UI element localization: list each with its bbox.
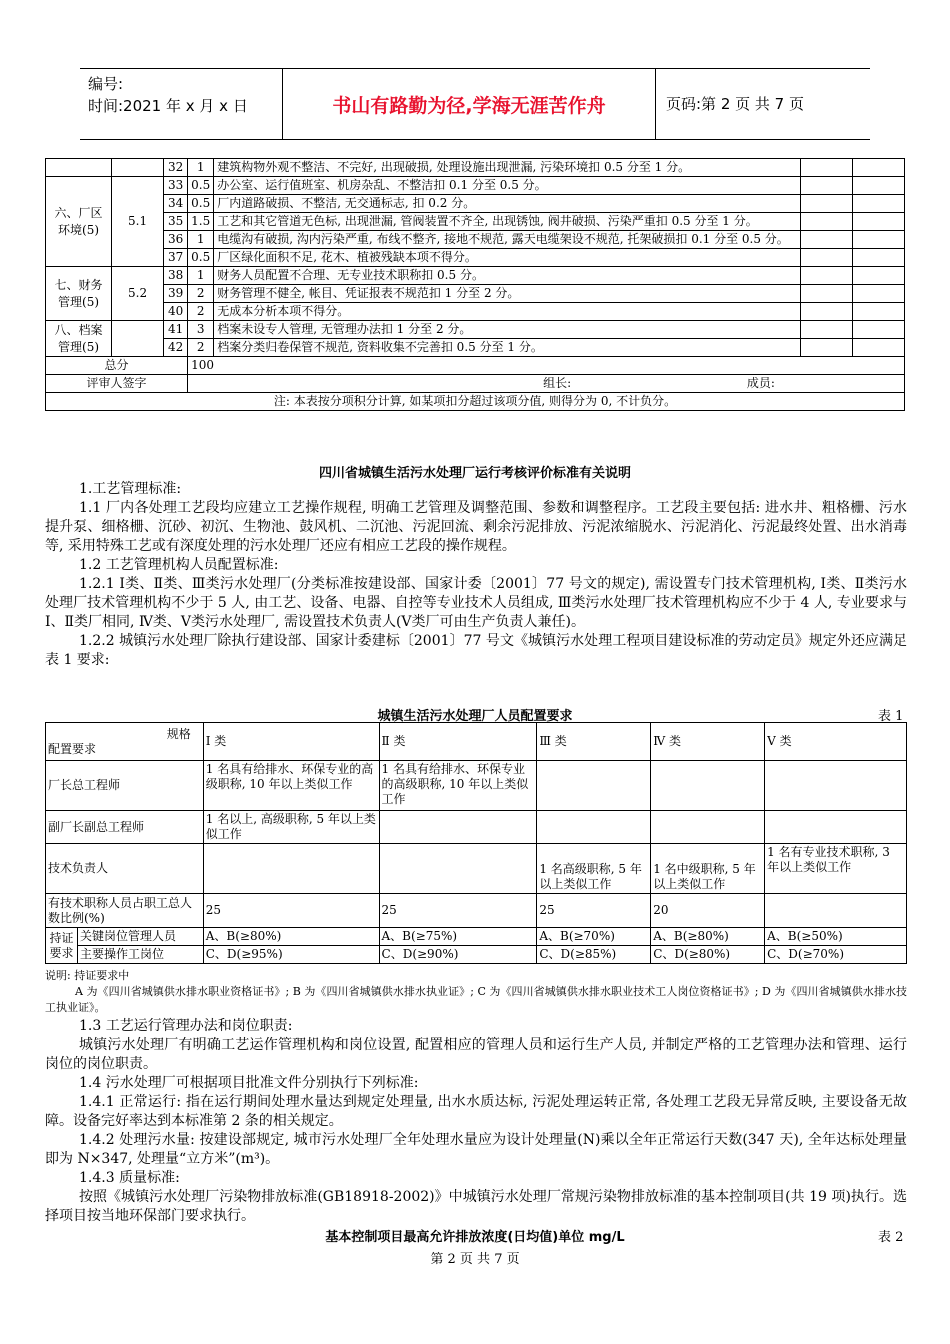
cell: C、D(≥90%) xyxy=(379,946,537,964)
item-no: 42 xyxy=(164,339,188,357)
cell: A、B(≥80%) xyxy=(203,928,379,946)
row-label: 技术负责人 xyxy=(46,844,204,894)
cell: A、B(≥50%) xyxy=(765,928,907,946)
item-text: 厂区绿化面积不足, 花木、植被残缺本项不得分。 xyxy=(214,249,801,267)
cell: 20 xyxy=(651,894,765,928)
table-row xyxy=(46,159,905,177)
col-header: Ⅴ 类 xyxy=(765,723,907,761)
item-no: 41 xyxy=(164,321,188,339)
para: 按照《城镇污水处理厂污染物排放标准(GB18918-2002)》中城镇污水处理厂常规污染物排放标准的基本控制项目(共 19 项)执行。选择项目按当地环保部门要求执行。 xyxy=(45,1189,907,1224)
total-row xyxy=(46,357,905,375)
item-no: 33 xyxy=(164,177,188,195)
note-row xyxy=(46,393,905,411)
table-row xyxy=(46,249,905,267)
cell xyxy=(651,811,765,844)
cell: 1 名中级职称, 5 年以上类似工作 xyxy=(651,844,765,894)
para: 城镇污水处理厂有明确工艺运作管理机构和岗位设置, 配置相应的管理人员和运行生产人员, 并制定严格的工艺管理办法和管理、运行岗位的岗位职责。 xyxy=(45,1037,907,1072)
member-label: 成员: xyxy=(746,376,775,390)
item-no: 37 xyxy=(164,249,188,267)
header-page-info: 页码:第 2 页 共 7 页 xyxy=(666,95,804,113)
item-text: 档案分类归卷保管不规范, 资料收集不完善扣 0.5 分至 1 分。 xyxy=(214,339,801,357)
score-table xyxy=(45,158,905,411)
item-score: 1 xyxy=(188,159,214,177)
notes xyxy=(45,968,907,1016)
cell: A、B(≥70%) xyxy=(537,928,651,946)
table-row xyxy=(46,303,905,321)
item-text: 档案未设专人管理, 无管理办法扣 1 分至 2 分。 xyxy=(214,321,801,339)
table-row xyxy=(46,946,907,964)
cell xyxy=(765,761,907,811)
table-row xyxy=(46,928,907,946)
doc-number-label: 编号: xyxy=(88,75,124,93)
cert-label: 持证要求 xyxy=(46,928,78,964)
para: 1.4.1 正常运行: 指在运行期间处理水量达到规定处理量, 出水水质达标, 污泥处理运转正常, 各处理工艺段无异常反映, 主要设备无故障。设备完好率达到本标准第 2 条的相关规定。 xyxy=(45,1094,907,1129)
item-no: 40 xyxy=(164,303,188,321)
para: 1.4.2 处理污水量: 按建设部规定, 城市污水处理厂全年处理水量应为设计处理量(N)乘以全年正常运行天数(347 天), 全年达标处理量即为 N×347, 处理量“立方米”(m³)。 xyxy=(45,1132,907,1167)
item-score: 1 xyxy=(188,267,214,285)
cell: C、D(≥95%) xyxy=(203,946,379,964)
cell xyxy=(537,761,651,811)
row-label: 厂长总工程师 xyxy=(46,761,204,811)
item-text: 无成本分析本项不得分。 xyxy=(214,303,801,321)
cell xyxy=(537,811,651,844)
item-score: 0.5 xyxy=(188,177,214,195)
table-row xyxy=(46,844,907,894)
item-score: 2 xyxy=(188,303,214,321)
note-line: A 为《四川省城镇供水排水职业资格证书》; B 为《四川省城镇供水排水执业证》; C 为《四川省城镇供水排水职业技术工人岗位资格证书》; D 为《四川省城镇供水排水技工执业证》。 xyxy=(45,985,907,1014)
row-label: 副厂长副总工程师 xyxy=(46,811,204,844)
table-row xyxy=(46,267,905,285)
header-left xyxy=(88,73,248,117)
subitem-5-2: 5.2 xyxy=(112,267,164,321)
table-row xyxy=(46,213,905,231)
item-no: 32 xyxy=(164,159,188,177)
para: 1.1 厂内各处理工艺段均应建立工艺操作规程, 明确工艺管理及调整范围、参数和调整程序。工艺段主要包括: 进水井、粗格栅、污水提升泵、细格栅、沉砂、初沉、生物池、鼓风机、二沉池、污泥回流、剩余污泥排放、污泥浓缩脱水、污泥消化、污泥最终处置、出水消毒等, 采用特殊工艺或有深度处理的污水处理厂还应有相应工艺段的操作规程。 xyxy=(45,500,907,554)
total-label: 总分 xyxy=(46,357,188,375)
page-header xyxy=(80,68,870,140)
table-row xyxy=(46,285,905,303)
cell xyxy=(765,811,907,844)
row-label: 有技术职称人员占职工总人数比例(%) xyxy=(46,894,204,928)
reviewer-row xyxy=(46,375,905,393)
cell: 1 名具有给排水、环保专业的高级职称, 10 年以上类似工作 xyxy=(379,761,537,811)
para: 1.2 工艺管理机构人员配置标准: xyxy=(79,557,279,573)
cell: 1 名高级职称, 5 年以上类似工作 xyxy=(537,844,651,894)
item-text: 厂内道路破损、不整洁, 无交通标志, 扣 0.2 分。 xyxy=(214,195,801,213)
item-score: 0.5 xyxy=(188,195,214,213)
item-no: 39 xyxy=(164,285,188,303)
para: 1.4.3 质量标准: xyxy=(79,1170,180,1186)
item-text: 工艺和其它管道无色标, 出现泄漏, 管阀装置不齐全, 出现锈蚀, 阀井破损、污染严重扣 0.5 分至 1 分。 xyxy=(214,213,801,231)
para: 1.3 工艺运行管理办法和岗位职责: xyxy=(79,1018,293,1034)
body-text-1 xyxy=(45,480,907,670)
page-footer: 第 2 页 共 7 页 xyxy=(430,1252,520,1267)
cell: 25 xyxy=(379,894,537,928)
item-score: 1.5 xyxy=(188,213,214,231)
para: 1.工艺管理标准: xyxy=(79,481,182,497)
table-row xyxy=(46,177,905,195)
cell: 1 名以上, 高级职称, 5 年以上类似工作 xyxy=(203,811,379,844)
item-score: 1 xyxy=(188,231,214,249)
item-text: 建筑构物外观不整洁、不完好, 出现破损, 处理设施出现泄漏, 污染环境扣 0.5 分至 1 分。 xyxy=(214,159,801,177)
para: 1.4 污水处理厂可根据项目批准文件分别执行下列标准: xyxy=(79,1075,419,1091)
doc-date-label: 时间:2021 年 x 月 x 日 xyxy=(88,97,248,115)
note-line: 说明: 持证要求中 xyxy=(45,969,130,982)
table-row xyxy=(46,321,905,339)
table-header-row xyxy=(46,723,907,761)
subitem-5-1: 5.1 xyxy=(112,177,164,267)
cell: A、B(≥75%) xyxy=(379,928,537,946)
item-no: 34 xyxy=(164,195,188,213)
item-score: 3 xyxy=(188,321,214,339)
section-title: 四川省城镇生活污水处理厂运行考核评价标准有关说明 xyxy=(318,466,631,481)
item-score: 2 xyxy=(188,285,214,303)
cell xyxy=(765,894,907,928)
table-row xyxy=(46,894,907,928)
cell: 25 xyxy=(537,894,651,928)
staffing-table xyxy=(45,722,907,964)
corner-cell xyxy=(46,723,204,761)
total-value: 100 xyxy=(188,357,905,375)
cell: 1 名有专业技术职称, 3 年以上类似工作 xyxy=(765,844,907,894)
item-text: 财务人员配置不合理、无专业技术职称扣 0.5 分。 xyxy=(214,267,801,285)
table-number-1: 表 1 xyxy=(878,709,904,724)
category-6: 六、厂区环境(5) xyxy=(46,177,112,267)
item-text: 财务管理不健全, 帐目、凭证报表不规范扣 1 分至 2 分。 xyxy=(214,285,801,303)
limits-table-title: 基本控制项目最高允许排放浓度(日均值)单位 mg/L xyxy=(325,1230,625,1245)
corner-bottom: 配置要求 xyxy=(48,741,97,756)
cell xyxy=(651,761,765,811)
staffing-table-title: 城镇生活污水处理厂人员配置要求 xyxy=(377,709,573,724)
cell: C、D(≥85%) xyxy=(537,946,651,964)
header-motto: 书山有路勤为径,学海无涯苦作舟 xyxy=(282,69,656,139)
item-no: 35 xyxy=(164,213,188,231)
table-row xyxy=(46,761,907,811)
corner-top: 规格 xyxy=(166,726,191,741)
table-note: 注: 本表按分项积分计算, 如某项扣分超过该项分值, 则得分为 0, 不计负分。 xyxy=(46,393,905,411)
cell: C、D(≥70%) xyxy=(765,946,907,964)
category-7: 七、财务管理(5) xyxy=(46,267,112,321)
item-no: 38 xyxy=(164,267,188,285)
row-label: 主要操作工岗位 xyxy=(77,946,203,964)
para: 1.2.1 Ⅰ类、Ⅱ类、Ⅲ类污水处理厂(分类标准按建设部、国家计委〔2001〕77 号文的规定), 需设置专门技术管理机构, Ⅰ类、Ⅱ类污水处理厂技术管理机构不少于 5 人, 由工艺、设备、电器、自控等专业技术人员组成, Ⅲ类污水处理厂技术管理机构应不少于 4 人, 专业要求与Ⅰ、Ⅱ类厂相同, Ⅳ类、Ⅴ类污水处理厂, 需设置技术负责人(Ⅴ类厂可由生产负责人兼任)。 xyxy=(45,576,907,630)
col-header: Ⅳ 类 xyxy=(651,723,765,761)
item-score: 0.5 xyxy=(188,249,214,267)
col-header: Ⅱ 类 xyxy=(379,723,537,761)
cell: 1 名具有给排水、环保专业的高级职称, 10 年以上类似工作 xyxy=(203,761,379,811)
item-text: 办公室、运行值班室、机房杂乱、不整洁扣 0.1 分至 0.5 分。 xyxy=(214,177,801,195)
cell: 25 xyxy=(203,894,379,928)
body-text-2 xyxy=(45,1017,907,1226)
col-header: Ⅰ 类 xyxy=(203,723,379,761)
table-row xyxy=(46,231,905,249)
cell xyxy=(379,844,537,894)
item-no: 36 xyxy=(164,231,188,249)
cell xyxy=(203,844,379,894)
category-8: 八、档案管理(5) xyxy=(46,321,112,357)
table-number-2: 表 2 xyxy=(878,1230,904,1245)
row-label: 关键岗位管理人员 xyxy=(77,928,203,946)
item-score: 2 xyxy=(188,339,214,357)
leader-label: 组长: xyxy=(543,376,572,390)
table-row xyxy=(46,811,907,844)
cell xyxy=(379,811,537,844)
item-text: 电缆沟有破损, 沟内污染严重, 布线不整齐, 接地不规范, 露天电缆架设不规范, 托架破损扣 0.1 分至 0.5 分。 xyxy=(214,231,801,249)
cell: C、D(≥80%) xyxy=(651,946,765,964)
cell: A、B(≥80%) xyxy=(651,928,765,946)
col-header: Ⅲ 类 xyxy=(537,723,651,761)
para: 1.2.2 城镇污水处理厂除执行建设部、国家计委建标〔2001〕77 号文《城镇污水处理工程项目建设标准的劳动定员》规定外还应满足表 1 要求: xyxy=(45,633,907,668)
reviewer-label: 评审人签字 xyxy=(46,375,188,393)
table-row xyxy=(46,195,905,213)
table-row xyxy=(46,339,905,357)
